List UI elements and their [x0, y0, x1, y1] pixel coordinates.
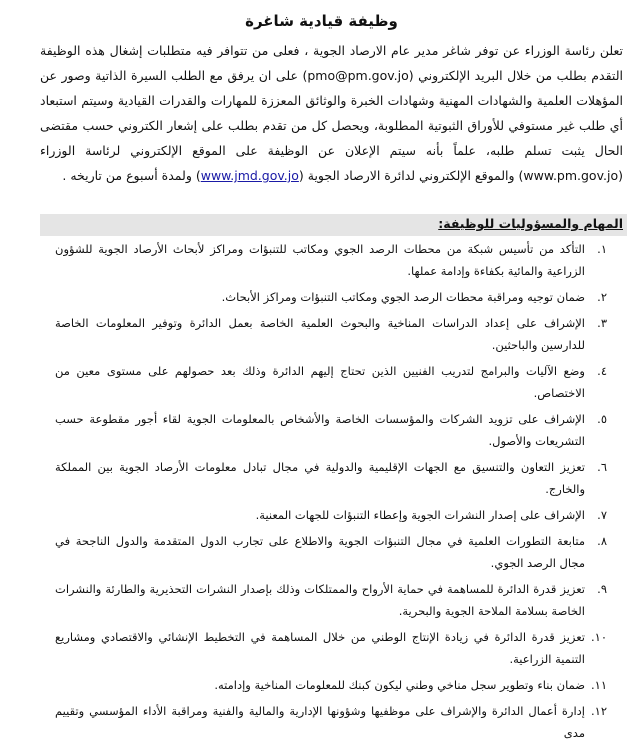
item-number: ١.: [597, 242, 607, 256]
item-text: تعزيز قدرة الدائرة للمساهمة في حماية الأرواح والممتلكات وذلك بإصدار النشرات التحذيرية والطارئة والنشرات الخاصة بسلامة الملاحة الجوية والبحرية.: [55, 582, 585, 618]
list-item: [55, 312, 607, 356]
list-item: [55, 286, 607, 308]
list-item: [55, 674, 607, 696]
item-text: متابعة التطورات العلمية في مجال التنبؤات الجوية والاطلاع على تجارب الدول المتقدمة والدول الناجحة في مجال الرصد الجوي.: [55, 534, 585, 570]
item-text: تعزيز قدرة الدائرة في زيادة الإنتاج الوطني من خلال المساهمة في التخطيط الإنشائي والاقتصادي ومشاريع التنمية الزراعية.: [55, 630, 585, 666]
item-number: ٢.: [597, 290, 607, 304]
item-text: إدارة أعمال الدائرة والإشراف على موظفيها وشؤونها الإدارية والمالية والفنية ومراقبة الأداء المؤسسي وتقييم مدى: [55, 704, 585, 740]
item-number: ٤.: [597, 364, 607, 378]
intro-text-3: ) والموقع الإلكتروني لدائرة الارصاد الجوية (: [298, 168, 524, 183]
intro-text-1: تعلن رئاسة الوزراء عن توفر شاغر مدير عام الارصاد الجوية ، فعلى من تتوافر فيه متطلبات إشغال هذه الوظيفة التقدم بطلب من خلال البريد الإلكتروني (: [40, 43, 623, 83]
item-number: ١٠.: [590, 630, 607, 644]
intro-text-2: ) على ان يرفق مع الطلب السيرة الذاتية وصور عن المؤهلات العلمية والشهادات المهنية وشهادات الخبرة والوثائق المعززة للمهارات والقدرات القيادية وسيتم استبعاد أي طلب غير مستوفي للأوراق الثبوتية المطلوبة، ويحصل كل من تقدم بطلب على إشعار الكتروني حسب مقتضى الحال يثبت تسلم طلبه، علماً بأنه سيتم الإعلان عن الوظيفة على الموقع الإلكتروني لرئاسة الوزراء (: [40, 68, 623, 183]
intro-paragraph: [40, 38, 623, 188]
email-address: pmo@pm.gov.jo: [307, 68, 409, 83]
item-number: ٨.: [597, 534, 607, 548]
item-text: تعزيز التعاون والتنسيق مع الجهات الإقليمية والدولية في مجال تبادل معلومات الأرصاد الجوية بين المملكة والخارج.: [55, 460, 585, 496]
item-text: الإشراف على تزويد الشركات والمؤسسات الخاصة والأشخاص بالمعلومات الجوية لقاء أجور مقطوعة حسب التشريعات والأصول.: [55, 412, 585, 448]
item-number: ١١.: [590, 678, 607, 692]
list-item: [55, 530, 607, 574]
item-number: ٥.: [597, 412, 607, 426]
item-number: ٧.: [597, 508, 607, 522]
item-number: ٣.: [597, 316, 607, 330]
item-text: التأكد من تأسيس شبكة من محطات الرصد الجوي ومكاتب للتنبؤات ومراكز لأبحاث الأرصاد الجوية للشؤون الزراعية والمائية بكفاءة وإدامة عملها.: [55, 242, 585, 278]
section-heading: المهام والمسؤوليات للوظيفة:: [438, 216, 623, 231]
item-number: ٦.: [597, 460, 607, 474]
item-text: ضمان توجيه ومراقبة محطات الرصد الجوي ومكاتب التنبؤات ومراكز الأبحاث.: [221, 290, 585, 304]
list-item: [55, 456, 607, 500]
item-number: ١٢.: [590, 704, 607, 718]
list-item: [55, 408, 607, 452]
list-item: [55, 360, 607, 404]
item-text: وضع الآليات والبرامج لتدريب الفنيين الذين تحتاج إليهم الدائرة وذلك بعد حصولهم على مستوى معين من الاختصاص.: [55, 364, 585, 400]
document-title: وظيفة قيادية شاغرة: [245, 12, 398, 30]
item-text: الإشراف على إعداد الدراسات المناخية والبحوث العلمية الخاصة بعمل الدائرة وتوفير المعلومات الخاصة للدارسين والباحثين.: [55, 316, 585, 352]
item-text: ضمان بناء وتطوير سجل مناخي وطني ليكون كبنك للمعلومات المناخية وإدامته.: [214, 678, 585, 692]
list-item: [55, 504, 607, 526]
pm-website: www.pm.gov.jo: [523, 168, 619, 183]
list-item: [55, 700, 607, 744]
intro-text-4: ) ولمدة أسبوع من تاريخه .: [62, 168, 201, 183]
list-item: [55, 626, 607, 670]
responsibilities-list: [55, 238, 607, 748]
item-number: ٩.: [597, 582, 607, 596]
jmd-website-link[interactable]: www.jmd.gov.jo: [200, 168, 299, 183]
item-text: الإشراف على إصدار النشرات الجوية وإعطاء التنبؤات للجهات المعنية.: [255, 508, 585, 522]
list-item: [55, 578, 607, 622]
list-item: [55, 238, 607, 282]
